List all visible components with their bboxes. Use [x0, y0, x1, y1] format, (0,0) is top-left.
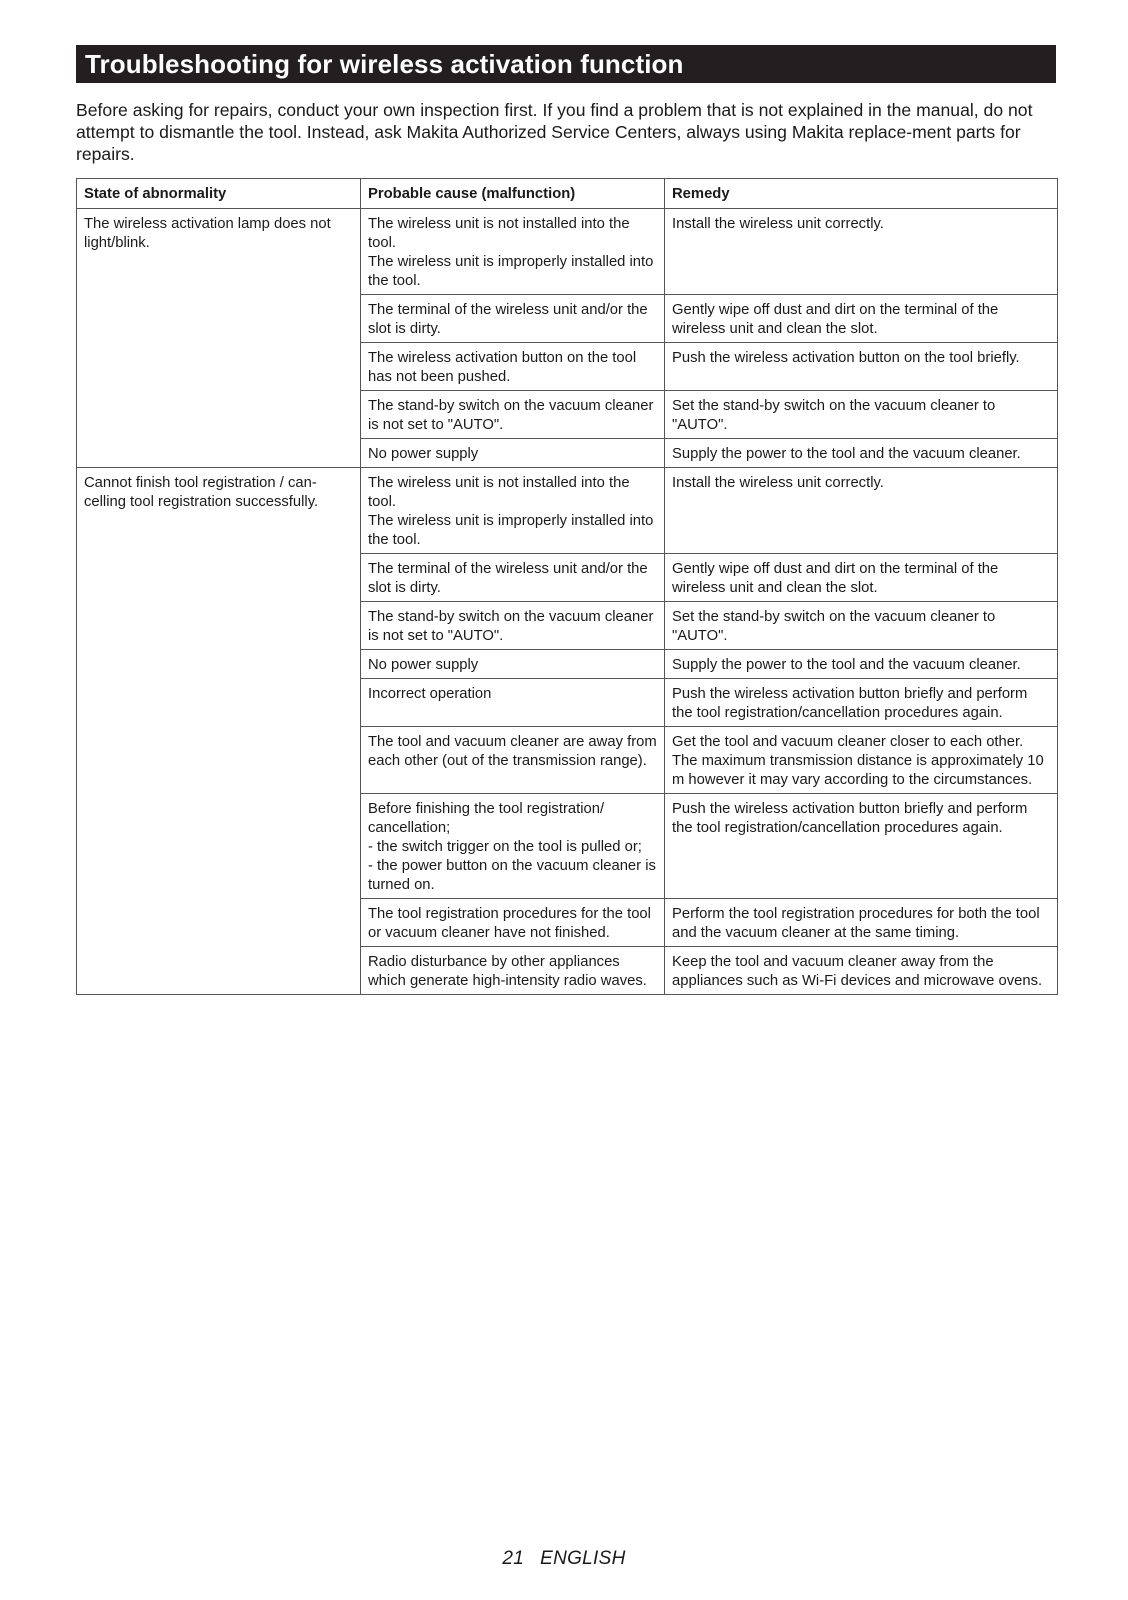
cause-cell: The tool and vacuum cleaner are away from each other (out of the transmission range). [361, 727, 665, 794]
table-row [77, 468, 1058, 554]
remedy-cell: Keep the tool and vacuum cleaner away from the appliances such as Wi-Fi devices and microwave ovens. [665, 947, 1058, 995]
remedy-cell: Gently wipe off dust and dirt on the terminal of the wireless unit and clean the slot. [665, 295, 1058, 343]
cause-cell: The wireless unit is not installed into the tool. The wireless unit is improperly installed into the tool. [361, 468, 665, 554]
page-footer [0, 1548, 1128, 1570]
troubleshooting-table [76, 178, 1058, 995]
footer-language: ENGLISH [540, 1548, 626, 1569]
remedy-cell: Gently wipe off dust and dirt on the terminal of the wireless unit and clean the slot. [665, 554, 1058, 602]
cause-cell: No power supply [361, 439, 665, 468]
header-remedy: Remedy [665, 179, 1058, 209]
remedy-cell: Set the stand-by switch on the vacuum cleaner to "AUTO". [665, 602, 1058, 650]
remedy-cell: Set the stand-by switch on the vacuum cleaner to "AUTO". [665, 391, 1058, 439]
table-header [77, 179, 1058, 209]
page-number: 21 [502, 1548, 525, 1569]
table-header-row [77, 179, 1058, 209]
cause-cell: Before finishing the tool registration/ cancellation; - the switch trigger on the tool is pulled or; - the power button on the vacuum cleaner is turned on. [361, 794, 665, 899]
remedy-cell: Perform the tool registration procedures for both the tool and the vacuum cleaner at the same timing. [665, 899, 1058, 947]
cause-cell: The tool registration procedures for the tool or vacuum cleaner have not finished. [361, 899, 665, 947]
remedy-cell: Push the wireless activation button briefly and perform the tool registration/cancellation procedures again. [665, 794, 1058, 899]
cause-cell: The terminal of the wireless unit and/or the slot is dirty. [361, 554, 665, 602]
remedy-cell: Supply the power to the tool and the vacuum cleaner. [665, 439, 1058, 468]
section-title: Troubleshooting for wireless activation function [76, 45, 1056, 83]
remedy-cell: Get the tool and vacuum cleaner closer to each other. The maximum transmission distance is approximately 10 m however it may vary according to the circumstances. [665, 727, 1058, 794]
remedy-cell: Supply the power to the tool and the vacuum cleaner. [665, 650, 1058, 679]
cause-cell: The terminal of the wireless unit and/or the slot is dirty. [361, 295, 665, 343]
remedy-cell: Install the wireless unit correctly. [665, 468, 1058, 554]
cause-cell: The stand-by switch on the vacuum cleaner is not set to "AUTO". [361, 602, 665, 650]
cause-cell: The wireless unit is not installed into the tool. The wireless unit is improperly installed into the tool. [361, 209, 665, 295]
table-body [77, 209, 1058, 995]
cause-cell: The wireless activation button on the tool has not been pushed. [361, 343, 665, 391]
remedy-cell: Push the wireless activation button on the tool briefly. [665, 343, 1058, 391]
header-cause: Probable cause (malfunction) [361, 179, 665, 209]
remedy-cell: Install the wireless unit correctly. [665, 209, 1058, 295]
cause-cell: No power supply [361, 650, 665, 679]
state-cell: The wireless activation lamp does not light/blink. [77, 209, 361, 468]
document-page [76, 45, 1056, 995]
cause-cell: Radio disturbance by other appliances which generate high-intensity radio waves. [361, 947, 665, 995]
cause-cell: The stand-by switch on the vacuum cleaner is not set to "AUTO". [361, 391, 665, 439]
intro-paragraph: Before asking for repairs, conduct your own inspection first. If you find a problem that is not explained in the manual, do not attempt to dismantle the tool. Instead, ask Makita Authorized Service Centers, always using Makita replace-ment parts for repairs. [76, 100, 1033, 164]
cause-cell: Incorrect operation [361, 679, 665, 727]
state-cell: Cannot finish tool registration / can-celling tool registration successfully. [77, 468, 361, 995]
table-row [77, 209, 1058, 295]
header-state: State of abnormality [77, 179, 361, 209]
remedy-cell: Push the wireless activation button briefly and perform the tool registration/cancellation procedures again. [665, 679, 1058, 727]
